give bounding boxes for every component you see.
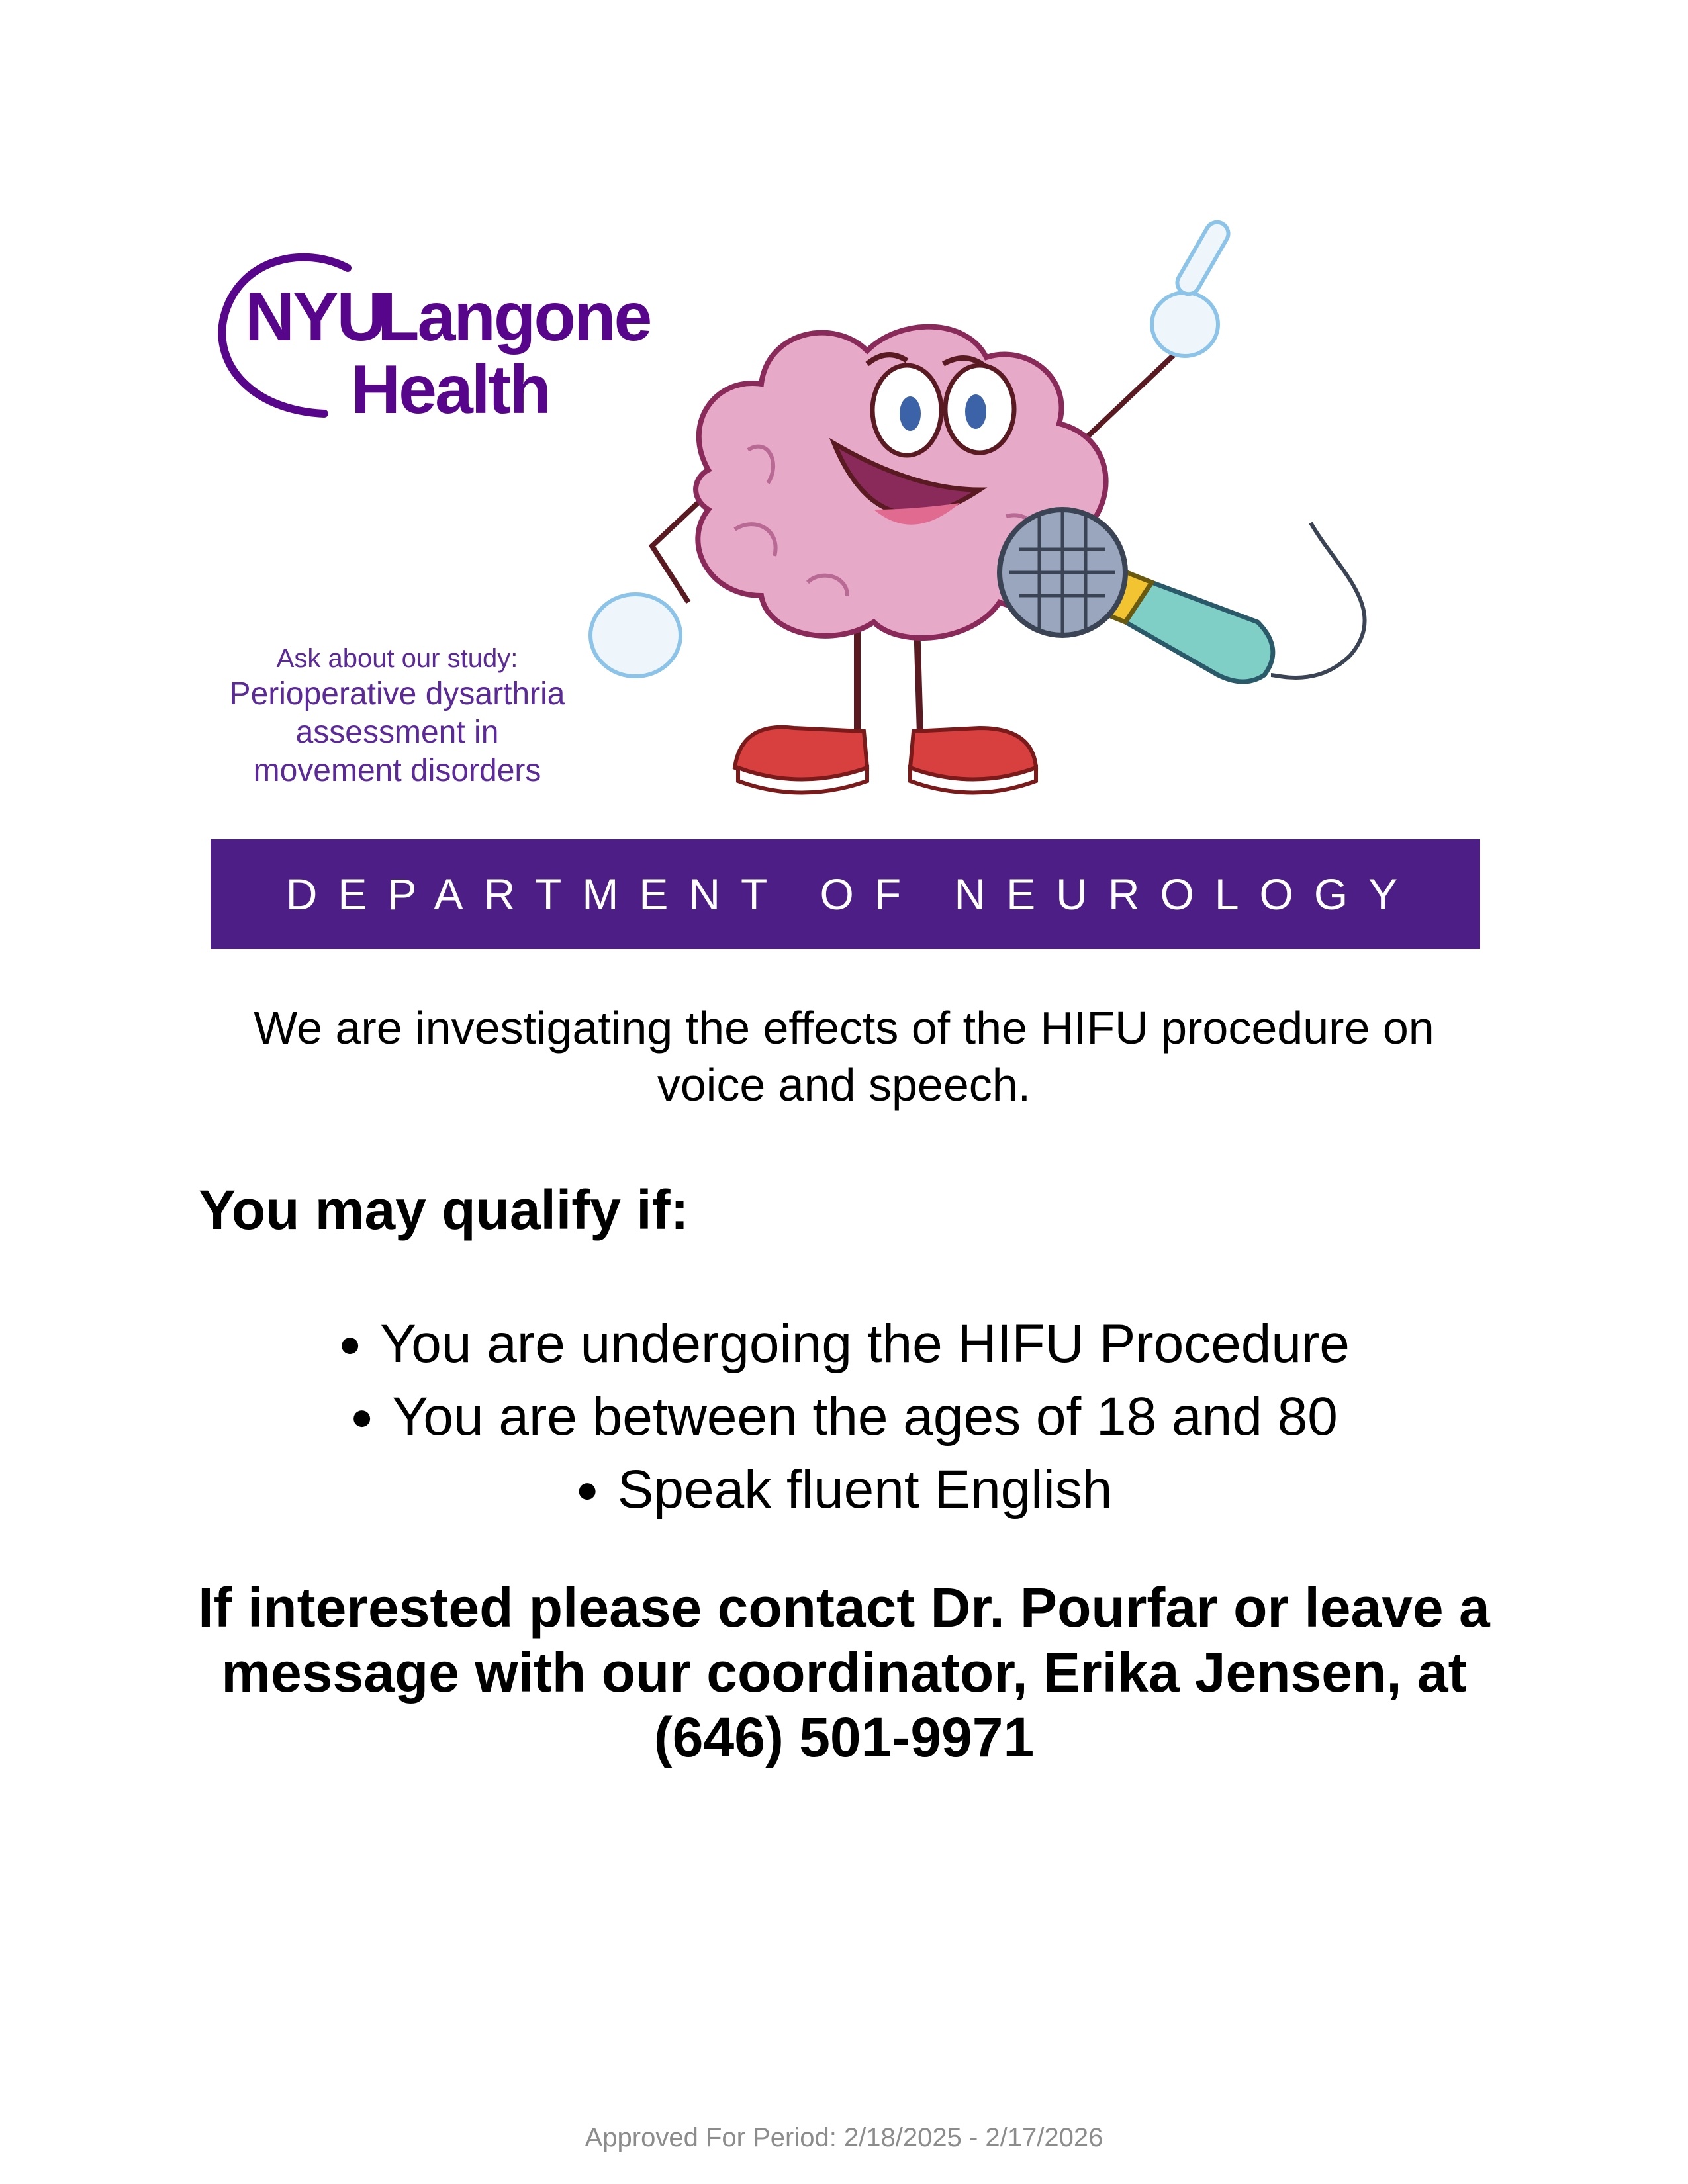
microphone-icon — [1000, 510, 1365, 682]
bullet-icon: ● — [350, 1395, 374, 1438]
shoes-icon — [735, 727, 1036, 793]
brain-with-microphone-icon — [569, 199, 1403, 821]
study-prompt: Ask about our study: — [276, 644, 518, 673]
department-banner-text: DEPARTMENT OF NEUROLOGY — [285, 870, 1419, 919]
criteria-item-text: You are undergoing the HIFU Procedure — [380, 1314, 1350, 1374]
contact-text — [165, 1575, 1523, 1770]
approval-period: Approved For Period: 2/18/2025 - 2/17/2026 — [585, 2123, 1103, 2152]
glove-icon — [590, 594, 680, 676]
logo-health-text: Health — [351, 351, 549, 428]
pointing-hand-icon — [1152, 218, 1233, 356]
study-title-line-2: assessment in — [295, 715, 499, 750]
criteria-item — [165, 1310, 1523, 1383]
logo-nyu-text: NYU — [245, 279, 385, 355]
logo-langone-text: Langone — [377, 279, 651, 355]
contact-phone: (646) 501-9971 — [653, 1706, 1035, 1768]
intro-line-1: We are investigating the effects of the HIFU procedure on — [254, 1002, 1434, 1054]
criteria-item — [165, 1383, 1523, 1456]
bullet-icon: ● — [575, 1468, 599, 1511]
department-banner — [211, 839, 1480, 949]
criteria-list — [165, 1310, 1523, 1529]
criteria-item-text: You are between the ages of 18 and 80 — [392, 1387, 1338, 1447]
study-title-line-3: movement disorders — [253, 753, 541, 788]
bullet-icon: ● — [338, 1322, 362, 1365]
study-title-line-1: Perioperative dysarthria — [229, 676, 565, 711]
study-callout — [199, 642, 596, 790]
contact-line-2: message with our coordinator, Erika Jensen, at — [221, 1641, 1467, 1704]
qualify-heading: You may qualify if: — [199, 1179, 689, 1241]
criteria-item-text: Speak fluent English — [617, 1459, 1113, 1520]
intro-text — [165, 999, 1523, 1113]
criteria-item — [165, 1456, 1523, 1529]
contact-line-1: If interested please contact Dr. Pourfar or leave a — [198, 1576, 1490, 1639]
intro-line-2: voice and speech. — [657, 1059, 1031, 1111]
